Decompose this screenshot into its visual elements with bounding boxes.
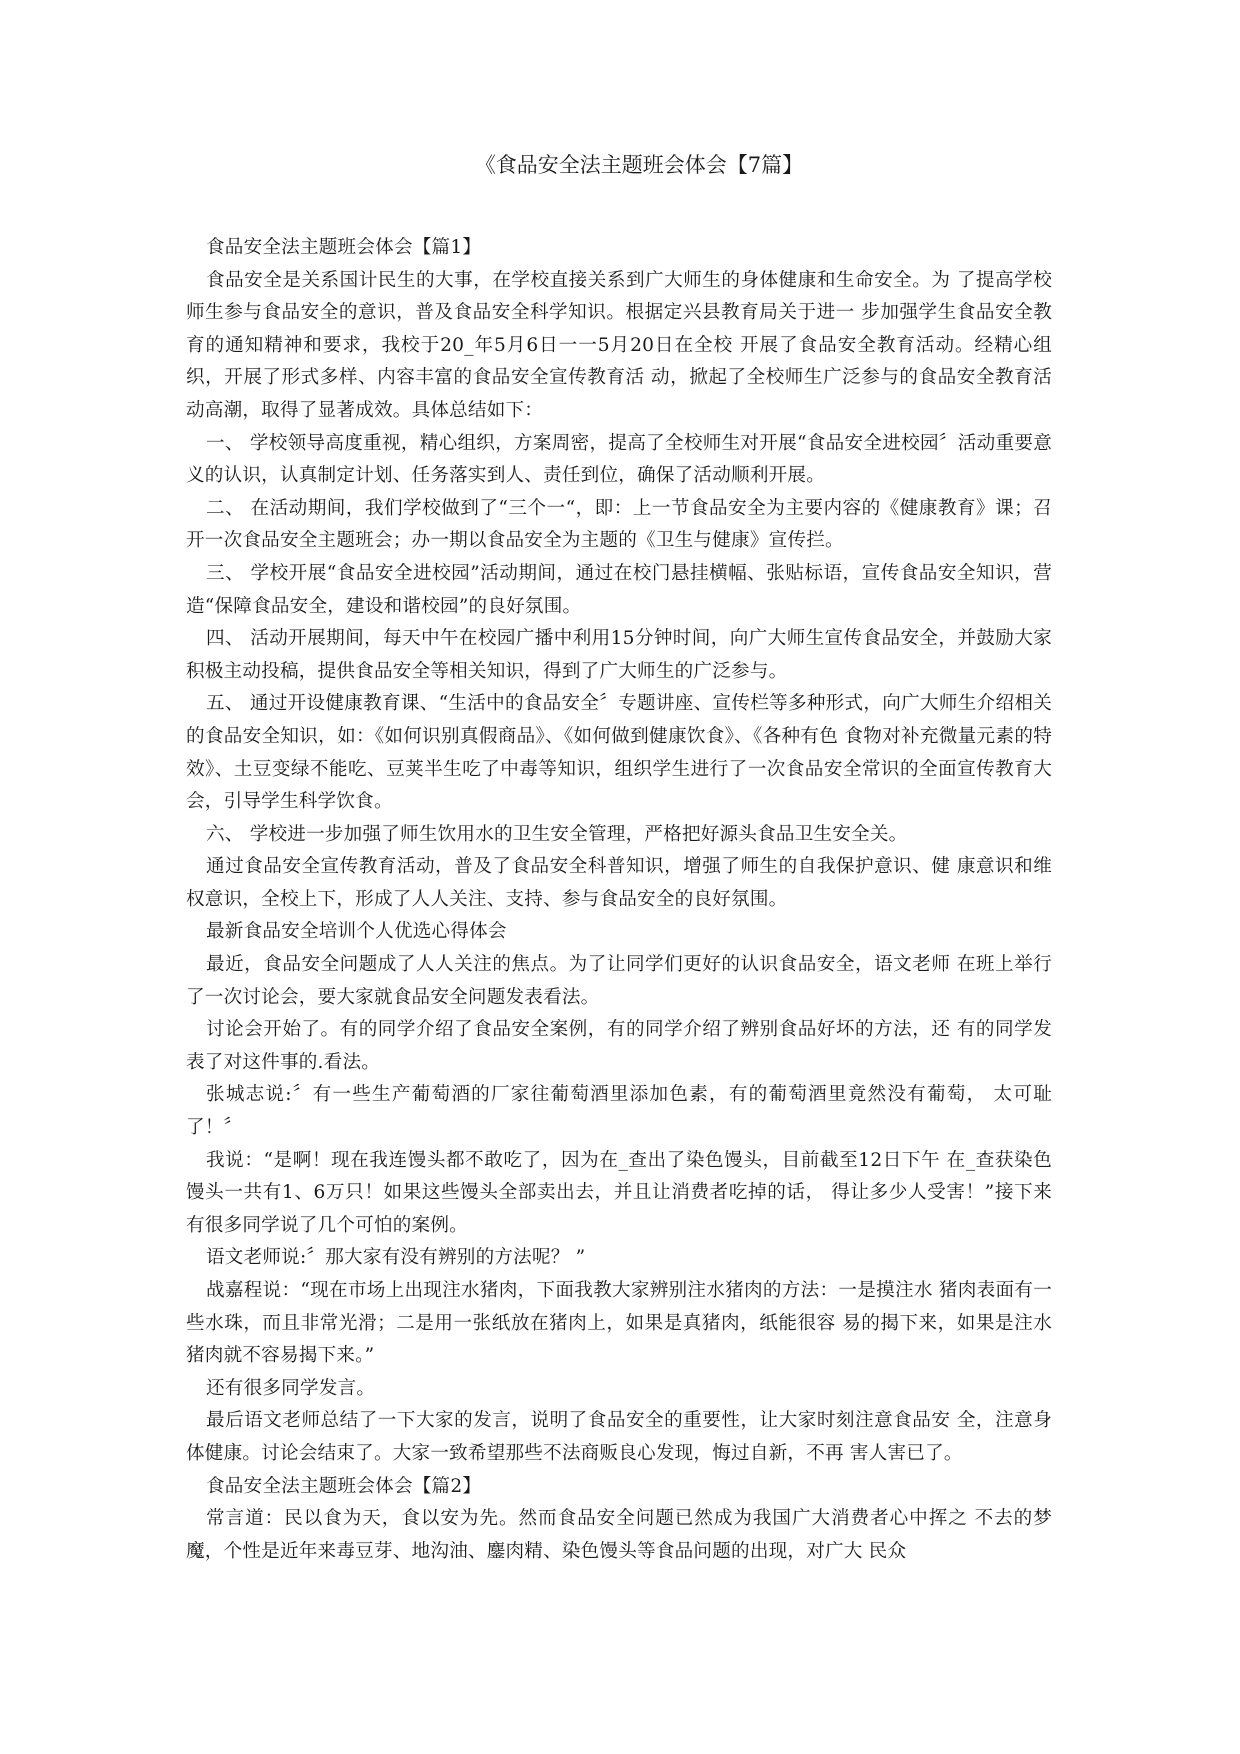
paragraph: 讨论会开始了。有的同学介绍了食品安全案例，有的同学介绍了辨别食品好坏的方法，还 有的同学发表了对这件事的.看法。 — [186, 1019, 1052, 1073]
document-page — [186, 0, 1052, 1568]
paragraph: 战嘉程说：“现在市场上出现注水猪肉，下面我教大家辨别注水猪肉的方法：一是摸注水 猪肉表面有一些水珠，而且非常光滑；二是用一张纸放在猪肉上，如果是真猪肉，纸能很容 易的揭下来，如果是注水猪肉就不容易揭下来。” — [186, 1280, 1052, 1367]
paragraph: 常言道：民以食为天，食以安为先。然而食品安全问题已然成为我国广大消费者心中挥之 不去的梦魔，个性是近年来毒豆芽、地沟油、鏖肉精、染色馒头等食品问题的出现，对广大 民众 — [186, 1508, 1052, 1562]
paragraph: 四、 活动开展期间，每天中午在校园广播中利用15分钟时间，向广大师生宣传食品安全，并鼓励大家积极主动投稿，提供食品安全等相关知识，得到了广大师生的广泛参与。 — [186, 628, 1052, 682]
document-body — [186, 232, 1052, 1568]
section-heading: 最新食品安全培训个人优选心得体会 — [206, 921, 507, 943]
section-heading: 食品安全法主题班会体会【篇2】 — [206, 1475, 482, 1497]
paragraph: 语文老师说:〞那大家有没有辨别的方法呢？ ” — [206, 1247, 586, 1269]
paragraph: 我说：“是啊！现在我连馒头都不敢吃了，因为在_查出了染色馒头，目前截至12日下午 在_查获染色馒头一共有1、6万只！如果这些馒头全部卖出去，并且让消费者吃掉的话， 得让多少人受害！”接下来有很多同学说了几个可怕的案例。 — [186, 1149, 1052, 1236]
paragraph: 二、 在活动期间，我们学校做到了“三个一“，即：上一节食品安全为主要内容的《健康教育》课；召开一次食品安全主题班会；办一期以食品安全为主题的《卫生与健康》宣传拦。 — [186, 497, 1052, 552]
paragraph: 通过食品安全宣传教育活动，普及了食品安全科普知识，增强了师生的自我保护意识、健 康意识和维权意识，全校上下，形成了人人关注、支持、参与食品安全的良好氛围。 — [186, 856, 1052, 910]
paragraph: 五、 通过开设健康教育课、“生活中的食品安全〞专题讲座、宣传栏等多种形式，向广大师生介绍相关的食品安全知识，如：《如何识别真假商品》、《如何做到健康饮食》、《各种有色 食物对补充微量元素的特效》、土豆变绿不能吃、豆荚半生吃了中毒等知识，组织学生进行了一次食品安全常识的全面宣传教育大会，引导学生科学饮食。 — [186, 693, 1052, 813]
document-title: 《食品安全法主题班会体会【7篇】 — [474, 153, 804, 177]
section-heading: 食品安全法主题班会体会【篇1】 — [206, 237, 482, 258]
paragraph: 最近，食品安全问题成了人人关注的焦点。为了让同学们更好的认识食品安全，语文老师 在班上举行了一次讨论会，要大家就食品安全问题发表看法。 — [186, 954, 1052, 1008]
paragraph: 三、 学校开展“食品安全进校园”活动期间，通过在校门悬挂横幅、张贴标语，宣传食品安全知识，营造“保障食品安全，建设和谐校园”的良好氛围。 — [186, 562, 1052, 617]
paragraph: 六、 学校进一步加强了师生饮用水的卫生安全管理，严格把好源头食品卫生安全关。 — [206, 823, 908, 845]
paragraph: 张城志说:〞有一些生产葡萄酒的厂家往葡萄酒里添加色素，有的葡萄酒里竟然没有葡萄， 太可耻了！〞 — [186, 1084, 1052, 1139]
paragraph: 还有很多同学发言。 — [206, 1377, 376, 1399]
paragraph: 一、 学校领导高度重视，精心组织，方案周密，提高了全校师生对开展“食品安全进校园〞活动重要意义的认识，认真制定计划、任务落实到人、责任到位，确保了活动顺利开展。 — [186, 432, 1052, 487]
paragraph: 最后语文老师总结了一下大家的发言，说明了食品安全的重要性，让大家时刻注意食品安 全，注意身体健康。讨论会结束了。大家一致希望那些不法商贩良心发现，悔过自新，不再 害人害已了。 — [186, 1410, 1052, 1464]
paragraph: 食品安全是关系国计民生的大事，在学校直接关系到广大师生的身体健康和生命安全。为 了提高学校师生参与食品安全的意识，普及食品安全科学知识。根据定兴县教育局关于进一 步加强学生食品安全教育的通知精神和要求，我校于20_年5月6日一一5月20日在全校 开展了食品安全教育活动。经精心组织，开展了形式多样、内容丰富的食品安全宣传教育活 动，掀起了全校师生广泛参与的食品安全教育活动高潮，取得了显著成效。具体总结如下： — [186, 269, 1052, 421]
